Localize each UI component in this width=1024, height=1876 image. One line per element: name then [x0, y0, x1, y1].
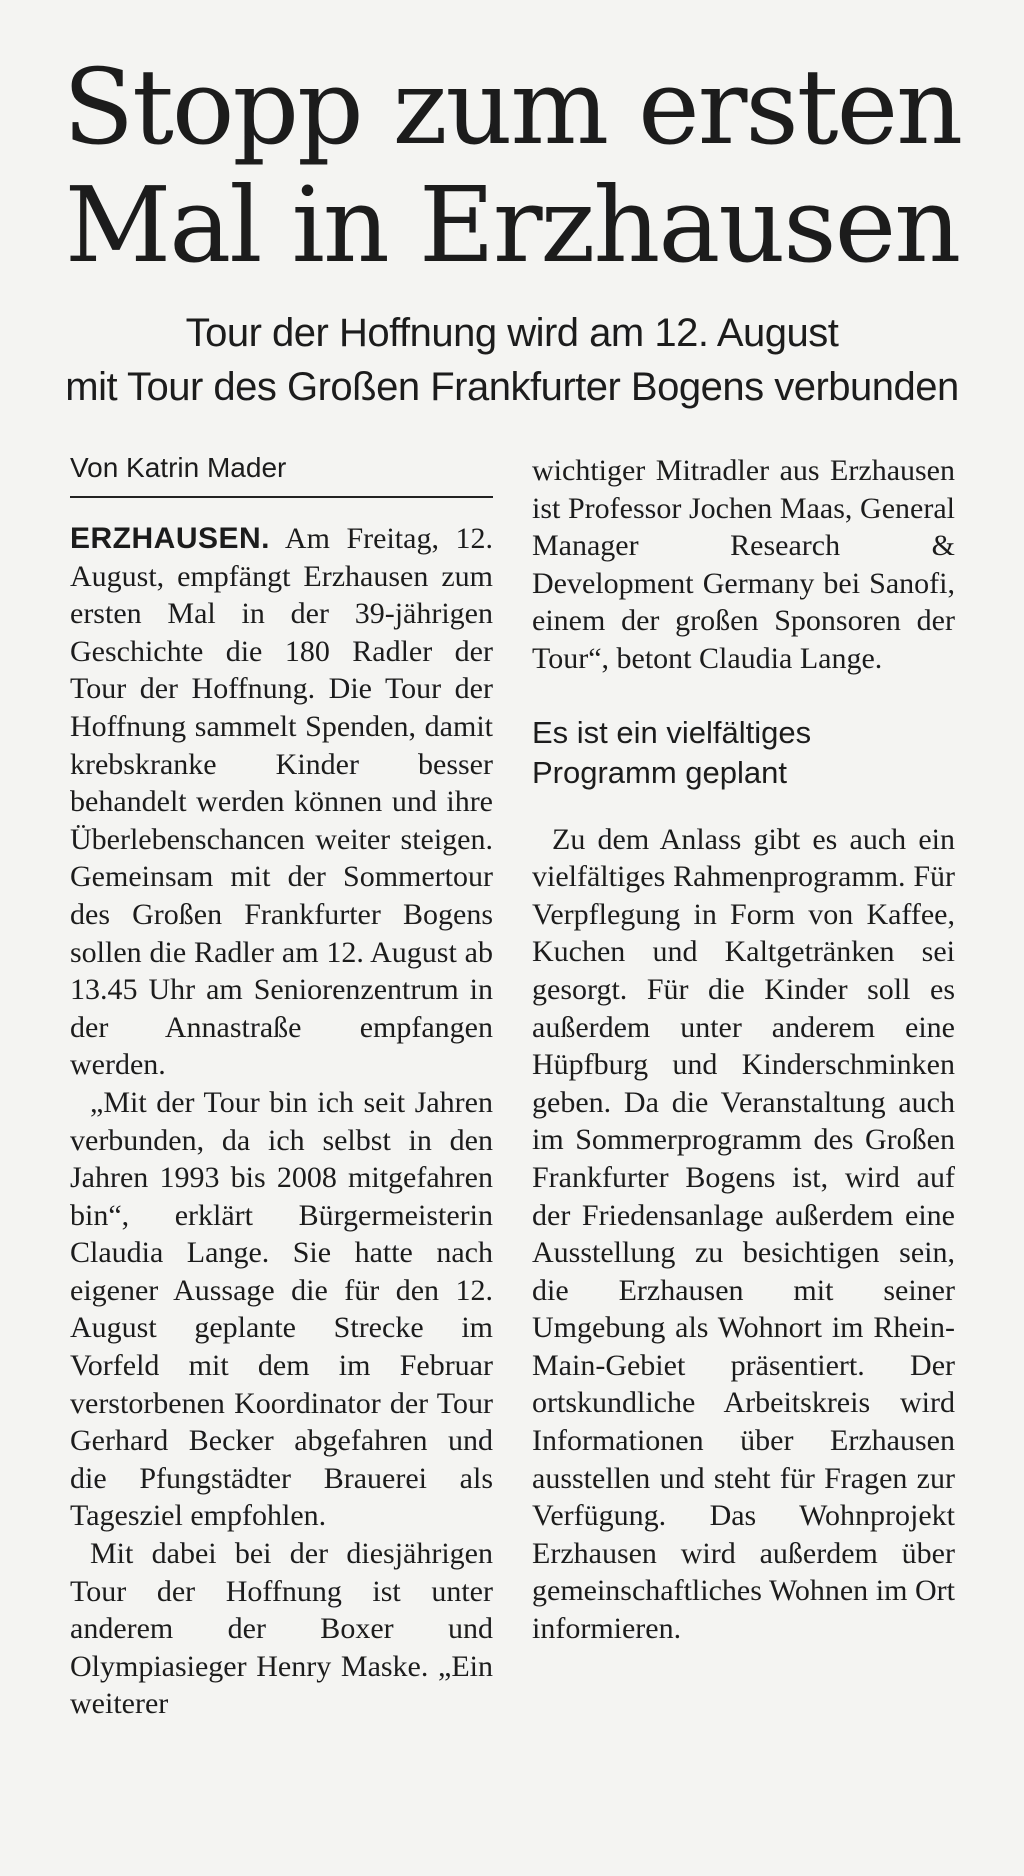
subheadline-line-2: mit Tour des Großen Frankfurter Bogens verbunden	[65, 365, 959, 409]
byline: Von Katrin Mader	[70, 450, 493, 498]
dateline: ERZHAUSEN.	[70, 522, 271, 555]
paragraph-3-continued: wichtiger Mitradler aus Erzhausen ist Professor Jochen Maas, General Manager Research & Development Germany bei Sanofi, einem der großen Sponsoren der Tour“, betont Claudia Lange.	[532, 454, 955, 675]
article-column-left	[70, 520, 493, 1723]
subheadline-line-1: Tour der Hoffnung wird am 12. August	[185, 311, 839, 355]
paragraph-2: „Mit der Tour bin ich seit Jahren verbunden, da ich selbst in den Jahren 1993 bis 2008 mitgefahren bin“, erklärt Bürgermeisterin Claudia Lange. Sie hatte nach eigener Aussage die für den 12. August geplante Strecke im Vorfeld mit dem im Februar verstorbenen Koordinator der Tour Gerhard Becker abgefahren und die Pfungstädter Brauerei als Tagesziel empfohlen.	[70, 1085, 493, 1533]
paragraph-4: Zu dem Anlass gibt es auch ein vielfältiges Rahmenprogramm. Für Verpflegung in Form von Kaffee, Kuchen und Kaltgetränken sei gesorgt. Für die Kinder soll es außerdem unter anderem eine Hüpfburg und Kinderschminken geben. Da die Veranstaltung auch im Sommerprogramm des Großen Frankfurter Bogens ist, wird auf der Friedensanlage außerdem eine Ausstellung zu besichtigen sein, die Erzhausen mit seiner Umgebung als Wohnort im Rhein-Main-Gebiet präsentiert. Der ortskundliche Arbeitskreis wird Informationen über Erzhausen ausstellen und steht für Fragen zur Verfügung. Das Wohnprojekt Erzhausen wird außerdem über gemeinschaftliches Wohnen im Ort informieren.	[532, 822, 955, 1646]
headline-line-1: Stopp zum ersten	[62, 46, 962, 168]
section-heading: Es ist ein vielfältiges Programm geplant	[532, 714, 812, 790]
headline	[0, 48, 1024, 284]
subheadline	[0, 306, 1024, 414]
paragraph-1-text: Am Freitag, 12. August, empfängt Erzhausen zum ersten Mal in der 39-jährigen Geschichte die 180 Radler der Tour der Hoffnung. Die Tour der Hoffnung sammelt Spenden, damit krebskranke Kinder besser behandelt werden können und ihre Überlebenschancen weiter steigen. Gemeinsam mit der Sommertour des Großen Frankfurter Bogens sollen die Radler am 12. August ab 13.45 Uhr am Seniorenzentrum in der Annastraße empfangen werden.	[70, 522, 493, 1082]
article-column-right	[532, 452, 955, 1648]
paragraph-3-start: Mit dabei bei der diesjährigen Tour der Hoffnung ist unter anderem der Boxer und Olympiasieger Henry Maske. „Ein weiterer	[70, 1537, 493, 1721]
headline-line-2: Mal in Erzhausen	[64, 164, 960, 286]
paragraph-1	[70, 520, 493, 1084]
